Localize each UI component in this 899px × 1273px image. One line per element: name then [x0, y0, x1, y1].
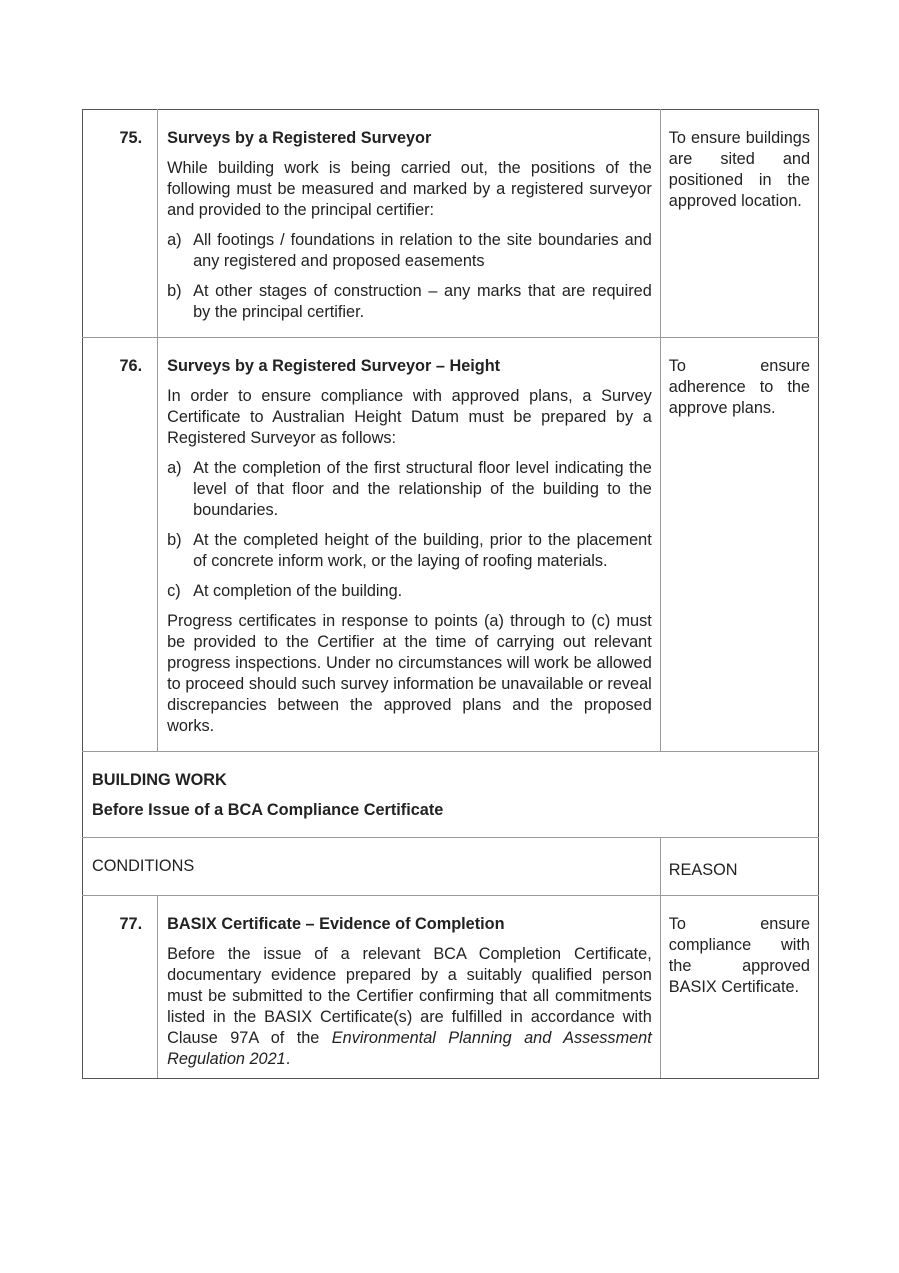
item-letter: a)	[167, 231, 182, 249]
section-row	[83, 752, 819, 838]
condition-body	[158, 896, 661, 1079]
conditions-header: CONDITIONS	[83, 838, 661, 896]
condition-number: 77.	[83, 896, 158, 1079]
condition-body	[158, 338, 661, 752]
condition-text-end: .	[285, 1050, 291, 1068]
item-letter: c)	[167, 582, 181, 600]
condition-intro: While building work is being carried out, the positions of the following must be measured and marked by a registered surveyor and provided to the principal certifier:	[167, 159, 652, 219]
item-text: At completion of the building.	[193, 582, 403, 600]
condition-text	[167, 944, 652, 1070]
conditions-table	[82, 109, 819, 1079]
condition-number: 76.	[83, 338, 158, 752]
item-letter: b)	[167, 282, 182, 300]
condition-reason: To ensure adherence to the approve plans.	[660, 338, 818, 752]
item-text: At the completion of the first structural floor level indicating the level of that floor and the relationship of the building to the boundaries.	[193, 459, 652, 519]
document-page	[82, 109, 819, 1079]
item-text: At the completed height of the building, prior to the placement of concrete inform work, or the laying of roofing materials.	[193, 531, 652, 570]
condition-row-75	[83, 110, 819, 338]
condition-text-main: Before the issue of a relevant BCA Completion Certificate, documentary evidence prepared by a suitably qualified person must be submitted to the Certifier confirming that all commitments listed in the BASIX Certificate(s) are fulfilled in accordance with Clause 97A of the	[167, 945, 652, 1047]
table-header-row	[83, 838, 819, 896]
condition-reason: To ensure buildings are sited and positioned in the approved location.	[660, 110, 818, 338]
condition-item	[167, 230, 652, 272]
condition-closing: Progress certificates in response to points (a) through to (c) must be provided to the Certifier at the time of carrying out relevant progress inspections. Under no circumstances will work be allowed to proceed should such survey information be unavailable or reveal discrepancies between the approved plans and the proposed works.	[167, 612, 652, 735]
condition-row-76	[83, 338, 819, 752]
condition-body	[158, 110, 661, 338]
condition-reason: To ensure compliance with the approved BASIX Certificate.	[660, 896, 818, 1079]
item-text: All footings / foundations in relation to the site boundaries and any registered and proposed easements	[193, 231, 652, 270]
condition-row-77	[83, 896, 819, 1079]
condition-item	[167, 581, 652, 602]
condition-number: 75.	[83, 110, 158, 338]
condition-intro: In order to ensure compliance with approved plans, a Survey Certificate to Australian Height Datum must be prepared by a Registered Surveyor as follows:	[167, 387, 652, 447]
regulation-name: Environmental Planning and Assessment Regulation 2021	[167, 1029, 652, 1068]
item-text: At other stages of construction – any marks that are required by the principal certifier.	[193, 282, 652, 321]
section-subtitle: Before Issue of a BCA Compliance Certificate	[92, 801, 444, 819]
item-letter: a)	[167, 459, 182, 477]
condition-item	[167, 458, 652, 521]
condition-title: BASIX Certificate – Evidence of Completion	[167, 915, 505, 933]
condition-title: Surveys by a Registered Surveyor	[167, 129, 432, 147]
condition-item	[167, 530, 652, 572]
item-letter: b)	[167, 531, 182, 549]
section-heading	[83, 752, 819, 838]
condition-item	[167, 281, 652, 323]
reason-header: REASON	[660, 838, 818, 896]
section-title: BUILDING WORK	[92, 771, 227, 789]
condition-title: Surveys by a Registered Surveyor – Height	[167, 357, 501, 375]
